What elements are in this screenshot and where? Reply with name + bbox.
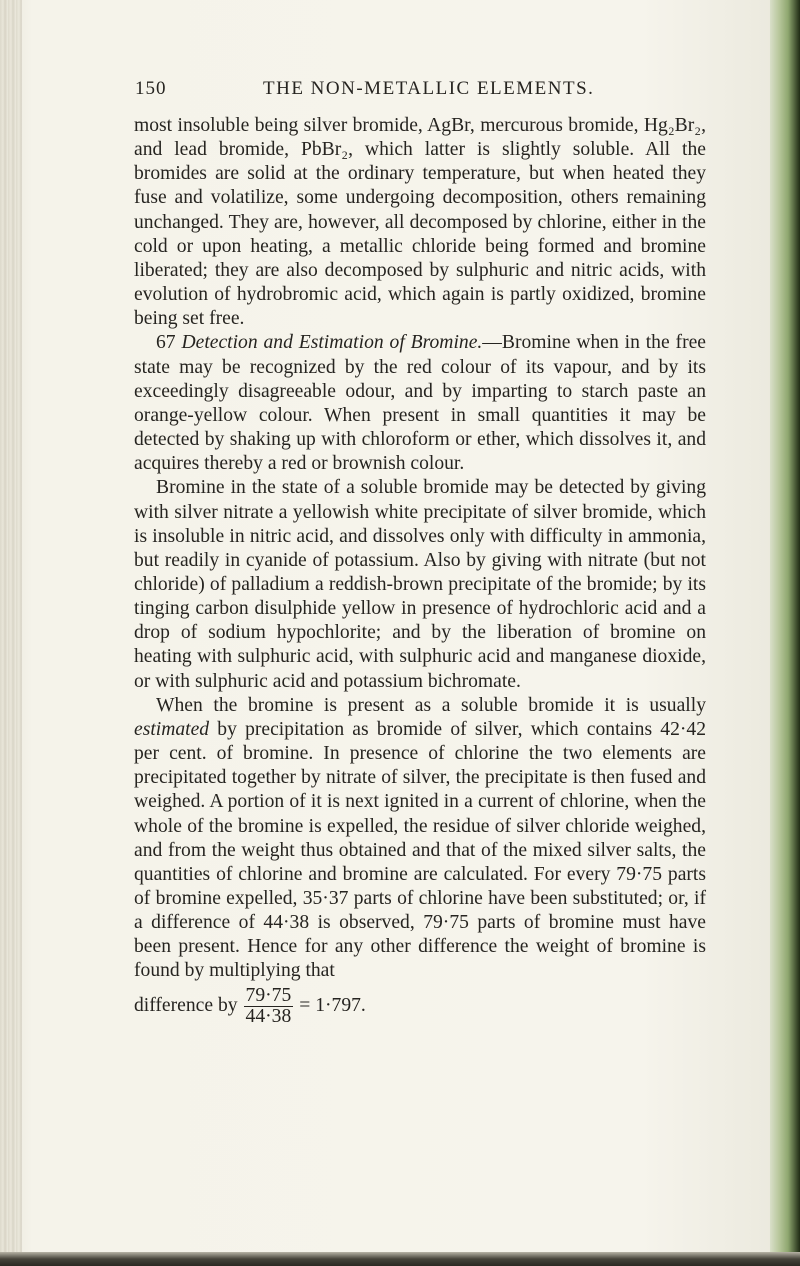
section-body: —Bromine when in the free state may be recognized by the red colour of its vapour, and by its exceedingly disagreeable odour, and by imparting to starch paste an orange-yellow colour. When present in small quantities it may be detected by shaking up with chloroform or ether, which dissolves it, and acquires thereby a red or brownish colour.	[134, 332, 706, 475]
body-text	[134, 114, 706, 1027]
page-binding-edge	[0, 0, 22, 1266]
page-bottom-edge	[0, 1252, 800, 1266]
estimation-em: estimated	[134, 718, 210, 740]
paragraph-detection	[134, 331, 706, 476]
formula-lead: difference by	[134, 995, 238, 1017]
formula-result: = 1·797.	[299, 995, 366, 1017]
section-number: 67	[156, 332, 176, 354]
fraction-denominator: 44·38	[245, 1005, 292, 1027]
paragraph-bromides: most insoluble being silver bromide, AgBr, mercurous bromide, Hg₂Br₂, and lead bromide, PbBr₂, which latter is slightly soluble. All the bromides are solid at the ordinary temperature, but when heated they fuse and volatilize, some undergoing decomposition, others remaining unchanged. They are, however, all decomposed by chlorine, either in the cold or upon heating, a metallic chloride being formed and bromine liberated; they are also decomposed by sulphuric and nitric acids, with evolution of hydrobromic acid, which again is partly oxidized, bromine being set free.	[134, 115, 706, 330]
estimation-text-a: When the bromine is present as a soluble bromide it is usually	[156, 694, 706, 716]
estimation-text-b: by precipitation as bromide of silver, which contains 42·42 per cent. of bromine. In presence of chlorine the two elements are precipitated together by nitrate of silver, the precipitate is then fused and weighed. A portion of it is next ignited in a current of chlorine, when the whole of the bromine is expelled, the residue of silver chloride weighed, and from the weight thus obtained and that of the mixed silver salts, the quantities of chlorine and bromine are calculated. For every 79·75 parts of bromine expelled, 35·37 parts of chlorine have been substituted; or, if a difference of 44·38 is observed, 79·75 parts of bromine must have been present. Hence for any other difference the weight of bromine is found by multiplying that	[134, 718, 706, 982]
section-title: Detection and Estimation of Bromine.	[181, 332, 483, 354]
fraction	[244, 986, 294, 1027]
running-head: THE NON-METALLIC ELEMENTS.	[263, 78, 595, 99]
paragraph-estimation	[134, 694, 706, 984]
fraction-numerator: 79·75	[245, 984, 292, 1006]
paragraph-soluble-bromide: Bromine in the state of a soluble bromide may be detected by giving with silver nitrate a yellowish white precipitate of silver bromide, which is insoluble in nitric acid, and dissolves only with difficulty in ammonia, but readily in cyanide of potassium. Also by giving with nitrate (but not chloride) of palladium a reddish-brown precipitate of the bromide; by its tinging carbon disulphide yellow in presence of hydrochloric acid and a drop of sodium hypochlorite; and by the liberation of bromine on heating with sulphuric acid, with sulphuric acid and manganese dioxide, or with sulphuric acid and potassium bichromate.	[134, 477, 706, 692]
page-right-edge	[770, 0, 800, 1266]
page-number: 150	[135, 78, 167, 99]
formula	[134, 986, 706, 1027]
